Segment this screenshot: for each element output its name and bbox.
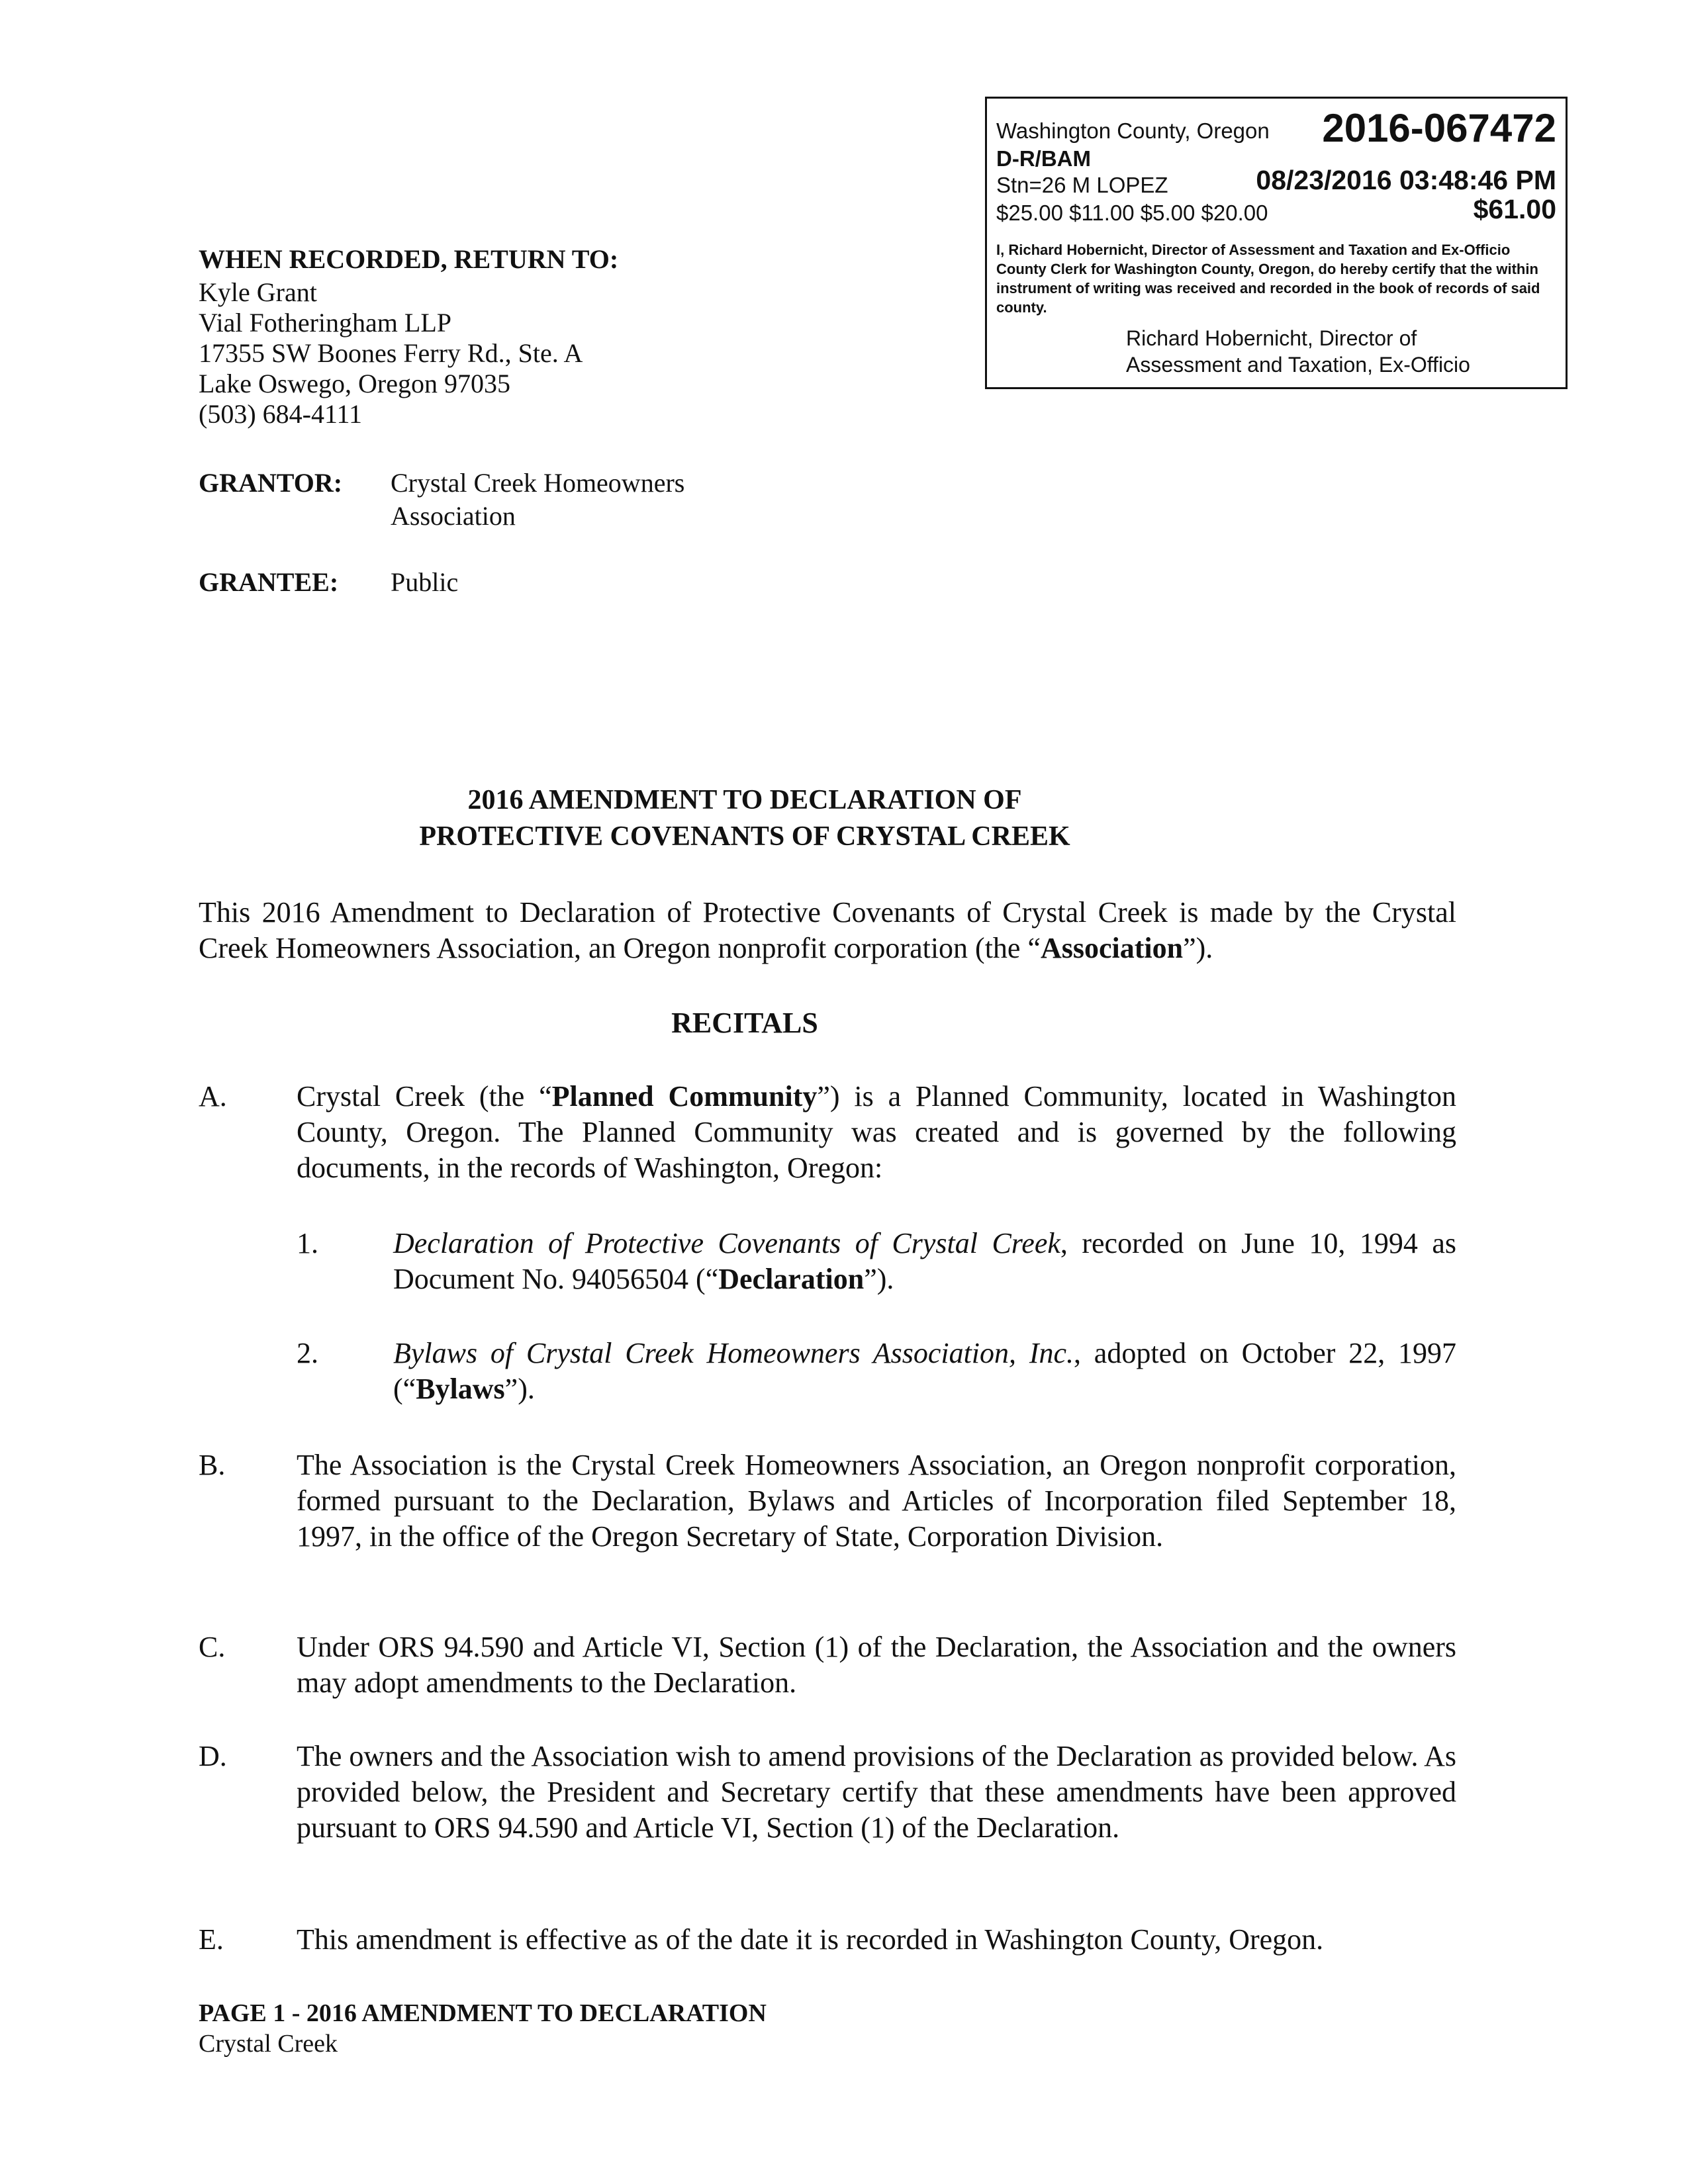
grantee-name: Public (391, 567, 459, 597)
defined-term: Declaration (718, 1263, 865, 1295)
defined-term: Planned Community (551, 1080, 818, 1113)
stamp-total: $61.00 (1473, 194, 1556, 224)
document-title-line2: PROTECTIVE COVENANTS OF CRYSTAL CREEK (419, 821, 1070, 852)
stamp-fees: $25.00 $11.00 $5.00 $20.00 (996, 201, 1268, 225)
stamp-certification: I, Richard Hobernicht, Director of Assessment and Taxation and Ex-Officio County Clerk for Washington County, Oregon, do hereby certify that the within instrument of writing was received and recorded in the book of records of said county. (996, 242, 1540, 316)
recital-b-label: B. (199, 1449, 226, 1481)
recital-b-text: The Association is the Crystal Creek Homeowners Association, an Oregon nonprofit corporation, formed pursuant to the Declaration, Bylaws and Articles of Incorporation filed September 18, 1997, in the office of the Oregon Secretary of State, Corporation Division. (297, 1449, 1456, 1553)
recital-d-label: D. (199, 1740, 227, 1772)
recitals-heading: RECITALS (671, 1007, 818, 1039)
document-title-line1: 2016 AMENDMENT TO DECLARATION OF (467, 785, 1022, 815)
list-item-1-label: 1. (297, 1227, 318, 1259)
stamp-signature-line2: Assessment and Taxation, Ex-Officio (1126, 353, 1470, 377)
recital-a-text: Crystal Creek (the “Planned Community”) is a Planned Community, located in Washington County, Oregon. The Planned Community was created and is governed by the following documents, in the records of Washington, Oregon: (297, 1080, 1456, 1184)
defined-term: Bylaws (416, 1373, 505, 1405)
list-item-1-text: Declaration of Protective Covenants of Crystal Creek, recorded on June 10, 1994 as Document No. 94056504 (“Declaration”). (393, 1227, 1456, 1295)
recording-stamp (985, 97, 1568, 389)
stamp-datetime: 08/23/2016 03:48:46 PM (1256, 165, 1556, 195)
recital-c-label: C. (199, 1631, 226, 1663)
recital-e-text: This amendment is effective as of the date it is recorded in Washington County, Oregon. (297, 1923, 1324, 1956)
return-to-line: 17355 SW Boones Ferry Rd., Ste. A (199, 338, 583, 368)
page-footer-title: PAGE 1 - 2016 AMENDMENT TO DECLARATION (199, 1999, 767, 2027)
recital-c-text: Under ORS 94.590 and Article VI, Section (1) of the Declaration, the Association and the owners may adopt amendments to the Declaration. (297, 1631, 1456, 1699)
list-item-2-text: Bylaws of Crystal Creek Homeowners Association, Inc., adopted on October 22, 1997 (“Bylaws”). (393, 1337, 1456, 1405)
return-to-line: Kyle Grant (199, 277, 317, 307)
return-to-line: Vial Fotheringham LLP (199, 308, 451, 338)
list-item-2-label: 2. (297, 1337, 318, 1369)
return-to-line: (503) 684-4111 (199, 399, 362, 429)
intro-paragraph: This 2016 Amendment to Declaration of Protective Covenants of Crystal Creek is made by the Crystal Creek Homeowners Association, an Oregon nonprofit corporation (the “Association”). (199, 896, 1456, 964)
recital-a-label: A. (199, 1080, 227, 1113)
grantor-label: GRANTOR: (199, 468, 343, 498)
page-footer-subtitle: Crystal Creek (199, 2030, 338, 2058)
grantor-name-line1: Crystal Creek Homeowners (391, 468, 685, 498)
stamp-code: D-R/BAM (996, 146, 1091, 171)
recital-e-label: E. (199, 1923, 224, 1956)
stamp-signature (1126, 325, 1470, 378)
stamp-document-number: 2016-067472 (1322, 106, 1556, 150)
defined-term: Association (1040, 932, 1184, 964)
stamp-county: Washington County, Oregon (996, 118, 1270, 143)
recital-d-text: The owners and the Association wish to amend provisions of the Declaration as provided below. As provided below, the President and Secretary certify that these amendments have been approved pursuant to ORS 94.590 and Article VI, Section (1) of the Declaration. (297, 1740, 1456, 1844)
return-to-heading: WHEN RECORDED, RETURN TO: (199, 244, 619, 274)
stamp-station: Stn=26 M LOPEZ (996, 173, 1168, 197)
stamp-signature-line1: Richard Hobernicht, Director of (1126, 326, 1417, 350)
return-to-line: Lake Oswego, Oregon 97035 (199, 369, 510, 398)
grantor-name-line2: Association (391, 501, 516, 531)
grantee-label: GRANTEE: (199, 567, 339, 597)
